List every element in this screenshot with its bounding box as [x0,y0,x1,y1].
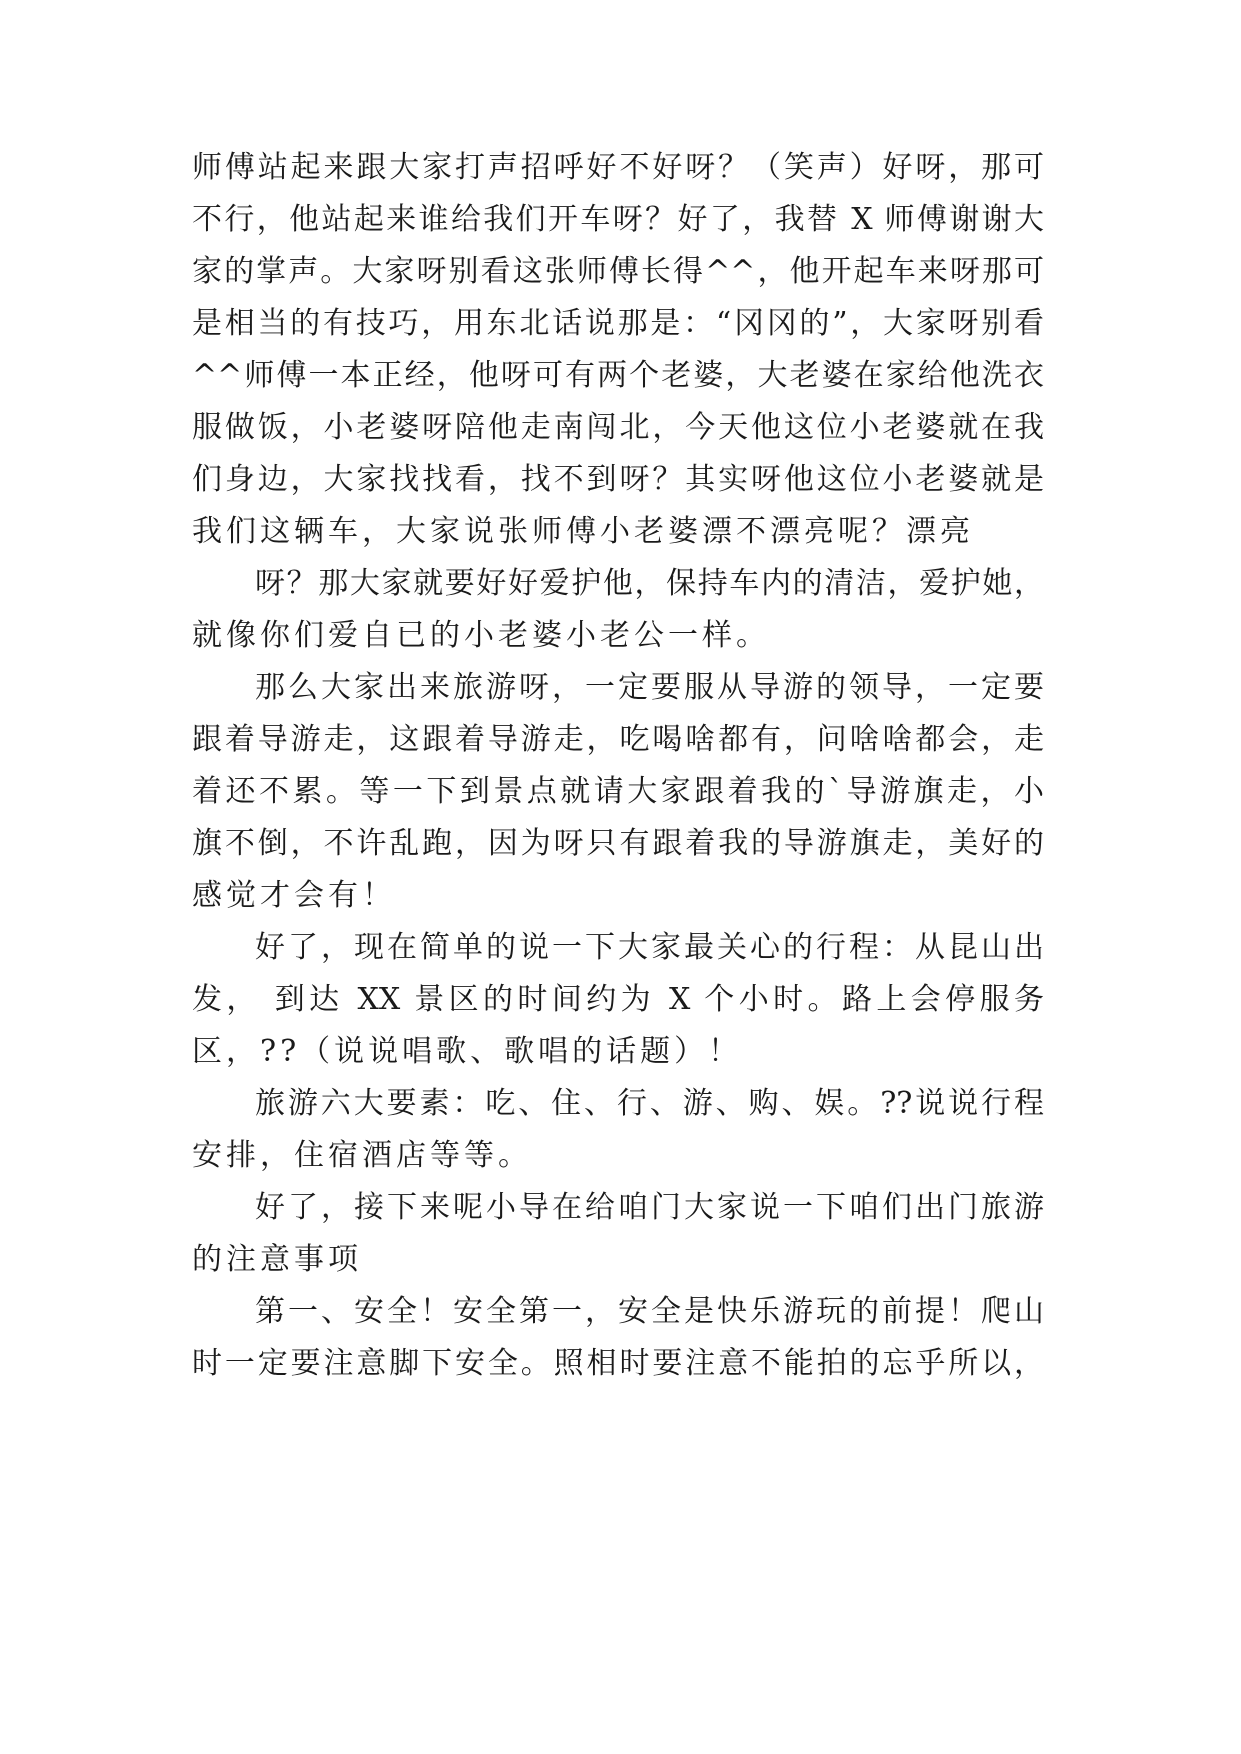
line-text: 时一定要注意脚下安全。照相时要注意不能拍的忘乎所以， [192,1346,1044,1381]
line-text: 好了，现在简单的说一下大家最关心的行程：从昆山出 [255,930,1044,965]
text-line [0,1292,1241,1352]
line-text: 旗不倒，不许乱跑，因为呀只有跟着我的导游旗走，美好的 [192,826,1044,861]
text-line [0,304,1241,364]
line-text: 就像你们爱自已的小老婆小老公一样。 [192,618,770,653]
line-text: 们身边，大家找找看，找不到呀？其实呀他这位小老婆就是 [192,462,1044,497]
text-line [0,928,1241,988]
line-text: 发， 到达 XX 景区的时间约为 X 个小时。路上会停服务 [192,982,1044,1017]
text-line [0,1344,1241,1404]
line-text: 师傅站起来跟大家打声招呼好不好呀？（笑声）好呀，那可 [192,150,1044,185]
text-line [0,460,1241,520]
text-line [0,512,1241,572]
line-text: 呀？那大家就要好好爱护他，保持车内的清洁，爱护她， [255,566,1044,601]
text-line [0,876,1241,936]
line-text: 服做饭，小老婆呀陪他走南闯北，今天他这位小老婆就在我 [192,410,1044,445]
text-line [0,252,1241,312]
line-text: 不行，他站起来谁给我们开车呀？好了，我替 X 师傅谢谢大 [192,202,1044,237]
text-line [0,668,1241,728]
line-text: 家的掌声。大家呀别看这张师傅长得^^，他开起车来呀那可 [192,254,1044,289]
line-text: 着还不累。等一下到景点就请大家跟着我的`导游旗走，小 [192,774,1044,809]
text-line [0,1032,1241,1092]
text-line [0,356,1241,416]
line-text: 旅游六大要素：吃、住、行、游、购、娱。??说说行程 [255,1086,1044,1121]
text-line [0,408,1241,468]
line-text: 安排，住宿酒店等等。 [192,1138,532,1173]
text-line [0,616,1241,676]
text-line [0,772,1241,832]
text-line [0,824,1241,884]
text-line [0,720,1241,780]
line-text: 区，??（说说唱歌、歌唱的话题）！ [192,1034,743,1069]
text-line [0,148,1241,208]
line-text: ^^师傅一本正经，他呀可有两个老婆，大老婆在家给他洗衣 [192,358,1044,393]
text-line [0,564,1241,624]
line-text: 是相当的有技巧，用东北话说那是：“冈冈的”，大家呀别看 [192,306,1044,341]
line-text: 跟着导游走，这跟着导游走，吃喝啥都有，问啥啥都会，走 [192,722,1044,757]
line-text: 的注意事项 [192,1242,362,1277]
text-line [0,1240,1241,1300]
text-line [0,1084,1241,1144]
text-line [0,980,1241,1040]
text-line [0,200,1241,260]
line-text: 好了，接下来呢小导在给咱门大家说一下咱们出门旅游 [255,1190,1044,1225]
line-text: 我们这辆车，大家说张师傅小老婆漂不漂亮呢？漂亮 [192,514,974,549]
line-text: 感觉才会有！ [192,878,396,913]
line-text: 第一、安全！安全第一，安全是快乐游玩的前提！爬山 [255,1294,1044,1329]
line-text: 那么大家出来旅游呀，一定要服从导游的领导，一定要 [255,670,1044,705]
text-line [0,1188,1241,1248]
text-line [0,1136,1241,1196]
